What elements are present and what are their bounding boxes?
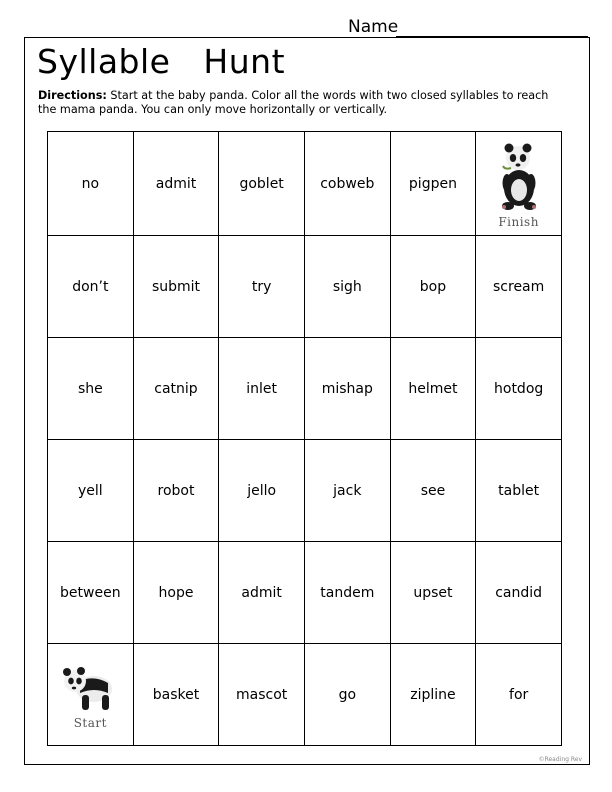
- word-cell[interactable]: try: [219, 236, 305, 338]
- word-cell[interactable]: pigpen: [390, 132, 476, 236]
- panda-sitting-icon: [491, 138, 547, 214]
- word-cell[interactable]: admit: [219, 542, 305, 644]
- name-label: Name: [348, 17, 399, 37]
- word-cell[interactable]: admit: [133, 132, 219, 236]
- grid-row: [48, 338, 562, 440]
- word-cell[interactable]: scream: [476, 236, 562, 338]
- word-cell[interactable]: cobweb: [304, 132, 390, 236]
- copyright-text: ©Reading Rev: [538, 756, 582, 763]
- word-cell[interactable]: sigh: [304, 236, 390, 338]
- word-cell[interactable]: bop: [390, 236, 476, 338]
- word-cell[interactable]: don’t: [48, 236, 134, 338]
- word-cell[interactable]: for: [476, 644, 562, 746]
- word-cell[interactable]: upset: [390, 542, 476, 644]
- grid-row: [48, 542, 562, 644]
- word-cell[interactable]: zipline: [390, 644, 476, 746]
- directions-text: Start at the baby panda. Color all the words with two closed syllables to reach the mama panda. You can only move horizontally or vertically.: [38, 89, 549, 116]
- finish-label: Finish: [498, 215, 539, 229]
- panda-walking-icon: [60, 659, 120, 715]
- word-cell[interactable]: go: [304, 644, 390, 746]
- word-cell[interactable]: candid: [476, 542, 562, 644]
- word-cell[interactable]: goblet: [219, 132, 305, 236]
- word-cell[interactable]: robot: [133, 440, 219, 542]
- grid-row: [48, 236, 562, 338]
- directions: [38, 89, 568, 117]
- page-title: Syllable Hunt: [37, 42, 286, 81]
- word-cell[interactable]: yell: [48, 440, 134, 542]
- word-cell[interactable]: mascot: [219, 644, 305, 746]
- word-cell[interactable]: between: [48, 542, 134, 644]
- grid-row: [48, 644, 562, 746]
- word-cell[interactable]: no: [48, 132, 134, 236]
- word-cell[interactable]: tandem: [304, 542, 390, 644]
- word-cell[interactable]: she: [48, 338, 134, 440]
- word-cell[interactable]: jello: [219, 440, 305, 542]
- syllable-grid: [47, 131, 562, 746]
- word-cell[interactable]: mishap: [304, 338, 390, 440]
- directions-label: Directions:: [38, 89, 107, 102]
- word-cell[interactable]: helmet: [390, 338, 476, 440]
- grid-row: [48, 132, 562, 236]
- word-cell[interactable]: hotdog: [476, 338, 562, 440]
- word-cell[interactable]: see: [390, 440, 476, 542]
- word-cell[interactable]: jack: [304, 440, 390, 542]
- finish-cell[interactable]: [476, 132, 562, 236]
- word-cell[interactable]: tablet: [476, 440, 562, 542]
- word-cell[interactable]: inlet: [219, 338, 305, 440]
- start-label: Start: [73, 716, 107, 730]
- word-cell[interactable]: catnip: [133, 338, 219, 440]
- start-cell[interactable]: [48, 644, 134, 746]
- word-cell[interactable]: submit: [133, 236, 219, 338]
- name-field[interactable]: [348, 17, 398, 37]
- word-cell[interactable]: hope: [133, 542, 219, 644]
- grid-row: [48, 440, 562, 542]
- word-cell[interactable]: basket: [133, 644, 219, 746]
